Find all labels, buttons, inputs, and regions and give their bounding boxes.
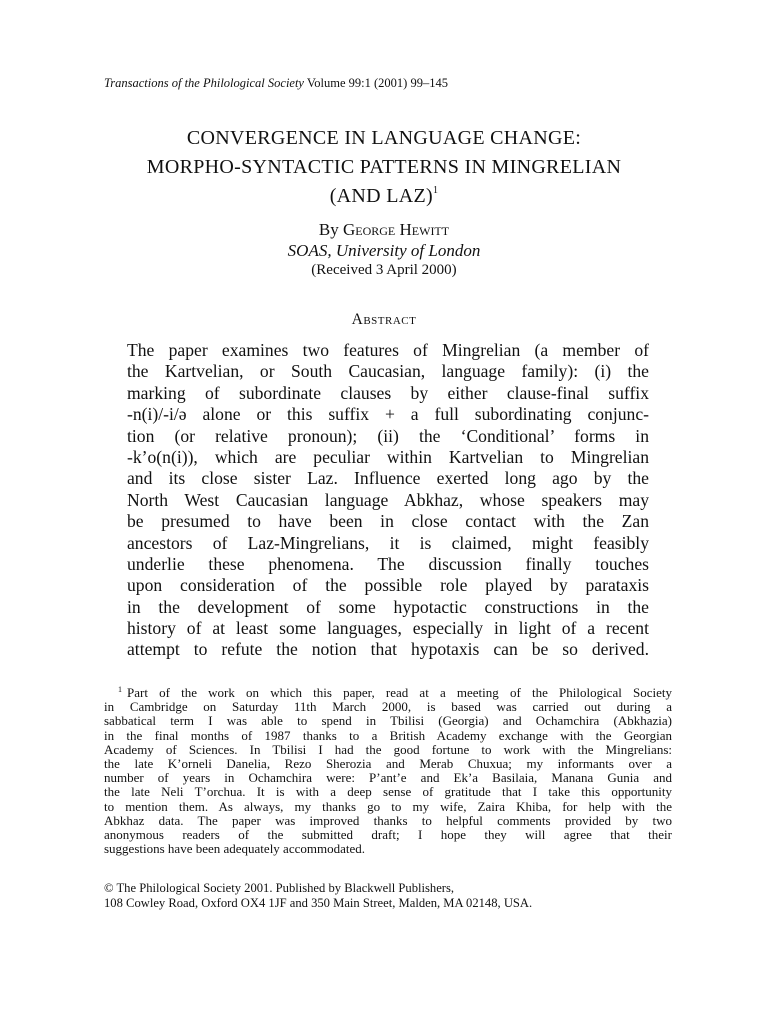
footnote-line: Academy of Sciences. In Tbilisi I had the good fortune to work with the Mingrelians: <box>104 741 672 757</box>
abstract-line: -k’o(n(i)), which are peculiar within Kartvelian to Mingrelian <box>127 446 649 467</box>
abstract-line: marking of subordinate clauses by either clause-final suffix <box>127 382 649 403</box>
footnote-line: in Cambridge on Saturday 11th March 2000, is based was carried out during a <box>104 699 672 715</box>
journal-name: Transactions of the Philological Society <box>104 76 304 90</box>
abstract-line: North West Caucasian language Abkhaz, whose speakers may <box>127 489 649 510</box>
footnote-line: the late K’orneli Danelia, Rezo Sherozia and Merab Chuxua; my informants over a <box>104 755 672 771</box>
author-affiliation: SOAS, University of London <box>287 241 481 260</box>
footnote-line: number of years in Ochamchira were: P’ant’e and Ek’a Basilaia, Manana Gunia and <box>104 770 672 786</box>
footnote-line-text: Part of the work on which this paper, read at a meeting of the Philological Society <box>127 685 672 700</box>
footnote-mark: 1 <box>118 685 122 694</box>
author-name: George Hewitt <box>342 220 450 239</box>
abstract-line: underlie these phenomena. The discussion finally touches <box>127 553 649 574</box>
abstract-line: The paper examines two features of Mingrelian (a member of <box>127 340 649 360</box>
footnote-line: suggestions have been adequately accommodated. <box>104 841 365 857</box>
abstract-body <box>127 340 649 661</box>
footnote-line: Abkhaz data. The paper was improved thanks to helpful comments provided by two <box>104 812 672 828</box>
footnote-line: in the final months of 1987 thanks to a British Academy exchange with the Georgian <box>104 727 672 743</box>
abstract-line: ancestors of Laz-Mingrelians, it is claimed, might feasibly <box>127 532 649 553</box>
received-date: (Received 3 April 2000) <box>311 262 457 278</box>
volume-info: Volume 99:1 (2001) 99–145 <box>306 76 448 90</box>
footnote-line: to mention them. As always, my thanks go to my wife, Zaira Khiba, for help with the <box>104 798 672 814</box>
abstract-line: history of at least some languages, especially in light of a recent <box>127 618 649 639</box>
footnote-line: sabbatical term I was able to spend in Tbilisi (Georgia) and Ochamchira (Abkhazia) <box>104 713 672 729</box>
title-footnote-mark: 1 <box>432 185 439 196</box>
copyright-line-2: 108 Cowley Road, Oxford OX4 1JF and 350 Main Street, Malden, MA 02148, USA. <box>104 895 533 910</box>
title-line-3-text: (AND LAZ) <box>329 185 433 207</box>
footnote-line: the late Neli T’orchua. It is with a deep sense of gratitude that I take this opportunity <box>104 784 672 800</box>
journal-citation <box>104 76 448 91</box>
copyright-notice <box>104 881 672 910</box>
by-word: By <box>318 220 339 239</box>
abstract-line: -n(i)/-i/ə alone or this suffix + a full subordinating conjunc- <box>127 404 649 425</box>
title-line-1: CONVERGENCE IN LANGUAGE CHANGE: <box>186 127 582 149</box>
abstract-line: the Kartvelian, or South Caucasian, language family): (i) the <box>127 361 649 382</box>
abstract-line: upon consideration of the possible role played by parataxis <box>127 575 649 596</box>
abstract-line: tion (or relative pronoun); (ii) the ‘Conditional’ forms in <box>127 425 649 446</box>
abstract-line: and its close sister Laz. Influence exerted long ago by the <box>127 468 649 489</box>
footnote-line: anonymous readers of the submitted draft; I hope they will agree that their <box>104 826 672 842</box>
paper-title <box>100 124 668 211</box>
copyright-line-1: © The Philological Society 2001. Published by Blackwell Publishers, <box>104 881 455 895</box>
abstract-heading: Abstract <box>351 311 417 328</box>
author-byline <box>100 219 668 241</box>
title-line-3 <box>100 182 668 211</box>
abstract-line: attempt to refute the notion that hypotaxis can be so derived. <box>127 639 649 660</box>
title-line-2: MORPHO-SYNTACTIC PATTERNS IN MINGRELIAN <box>146 156 622 178</box>
footnote-line <box>104 686 672 700</box>
footnote <box>104 686 672 856</box>
abstract-line: in the development of some hypotactic constructions in the <box>127 596 649 617</box>
abstract-line: be presumed to have been in close contact with the Zan <box>127 511 649 532</box>
